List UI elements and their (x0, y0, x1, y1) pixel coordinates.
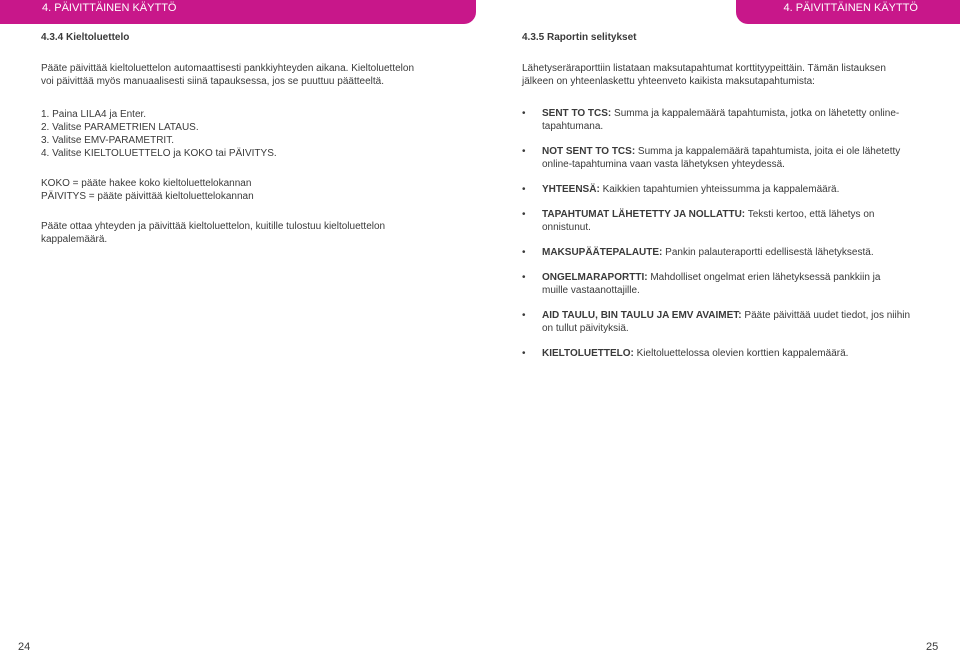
page-number-right: 25 (926, 641, 939, 653)
bullet-icon: • (522, 247, 526, 258)
text-line: kappalemäärä. (41, 234, 108, 245)
item-term: SENT TO TCS: (542, 108, 612, 119)
step-item: 4. Valitse KIELTOLUETTELO ja KOKO tai PÄIVITYS. (41, 148, 277, 159)
list-item (522, 309, 917, 335)
item-term: AID TAULU, BIN TAULU JA EMV AVAIMET: (542, 310, 742, 321)
text-line: voi päivittää myös manuaalisesti siinä tapauksessa, jos se puuttuu päätteeltä. (41, 76, 384, 87)
left-column (41, 31, 441, 246)
definitions-paragraph (41, 177, 441, 203)
text-line: Pääte päivittää kieltoluettelon automaattisesti pankkiyhteyden aikana. Kieltoluettelon (41, 63, 415, 74)
bullet-icon: • (522, 108, 526, 119)
section-title-kieltoluettelo: 4.3.4 Kieltoluettelo (41, 32, 130, 43)
item-text: Teksti kertoo, että lähetys on (745, 209, 875, 220)
intro-paragraph (522, 62, 917, 88)
item-term: MAKSUPÄÄTEPALAUTE: (542, 247, 663, 258)
section-title-raportin-selitykset: 4.3.5 Raportin selitykset (522, 32, 637, 43)
item-text: on tullut päivityksiä. (542, 323, 629, 334)
header-bar-left (0, 0, 476, 24)
text-line: Pääte ottaa yhteyden ja päivittää kieltoluettelon, kuitille tulostuu kieltoluettelon (41, 221, 386, 232)
bullet-icon: • (522, 184, 526, 195)
bullet-icon: • (522, 209, 526, 220)
bullet-icon: • (522, 348, 526, 359)
item-text: online-tapahtumina vaan vasta lähetyksen yhteydessä. (542, 159, 785, 170)
report-explanations-list (522, 107, 917, 360)
intro-paragraph (41, 62, 441, 88)
bullet-icon: • (522, 272, 526, 283)
step-item: 3. Valitse EMV-PARAMETRIT. (41, 135, 174, 146)
header-title-right: 4. PÄIVITTÄINEN KÄYTTÖ (783, 2, 918, 14)
definition-line: KOKO = pääte hakee koko kieltoluettelokannan (41, 178, 252, 189)
item-text: Kaikkien tapahtumien yhteissumma ja kappalemäärä. (599, 184, 840, 195)
item-text: Pankin palauteraportti edellisestä lähetyksestä. (662, 247, 874, 258)
bullet-icon: • (522, 146, 526, 157)
definition-line: PÄIVITYS = pääte päivittää kieltoluettelokannan (41, 191, 254, 202)
item-term: YHTEENSÄ: (542, 184, 600, 195)
item-term: TAPAHTUMAT LÄHETETTY JA NOLLATTU: (542, 209, 746, 220)
item-term: ONGELMARAPORTTI: (542, 272, 648, 283)
item-text: Pääte päivittää uudet tiedot, jos niihin (741, 310, 911, 321)
step-item: 2. Valitse PARAMETRIEN LATAUS. (41, 122, 199, 133)
list-item (522, 271, 917, 297)
item-text: Kieltoluettelossa olevien korttien kappalemäärä. (633, 348, 849, 359)
list-item (522, 347, 917, 360)
step-item: 1. Paina LILA4 ja Enter. (41, 109, 147, 120)
item-text: tapahtumana. (542, 121, 604, 132)
page-number-left: 24 (18, 641, 31, 653)
item-text: onnistunut. (542, 222, 591, 233)
item-text: Summa ja kappalemäärä tapahtumista, joita ei ole lähetetty (635, 146, 901, 157)
item-term: KIELTOLUETTELO: (542, 348, 634, 359)
item-text: muille vastaanottajille. (542, 285, 640, 296)
steps-list (41, 108, 441, 160)
header-title-left: 4. PÄIVITTÄINEN KÄYTTÖ (42, 2, 177, 14)
list-item (522, 208, 917, 234)
right-column (522, 31, 917, 372)
text-line: Lähetyseräraporttiin listataan maksutapahtumat korttityypeittäin. Tämän listauksen (522, 63, 886, 74)
list-item (522, 145, 917, 171)
item-term: NOT SENT TO TCS: (542, 146, 636, 157)
header-bar-right (736, 0, 960, 24)
bullet-icon: • (522, 310, 526, 321)
closing-paragraph (41, 220, 441, 246)
list-item (522, 183, 917, 196)
text-line: jälkeen on yhteenlaskettu yhteenveto kaikista maksutapahtumista: (522, 76, 815, 87)
item-text: Mahdolliset ongelmat erien lähetyksessä pankkiin ja (647, 272, 881, 283)
list-item (522, 107, 917, 133)
list-item (522, 246, 917, 259)
item-text: Summa ja kappalemäärä tapahtumista, jotka on lähetetty online- (611, 108, 900, 119)
